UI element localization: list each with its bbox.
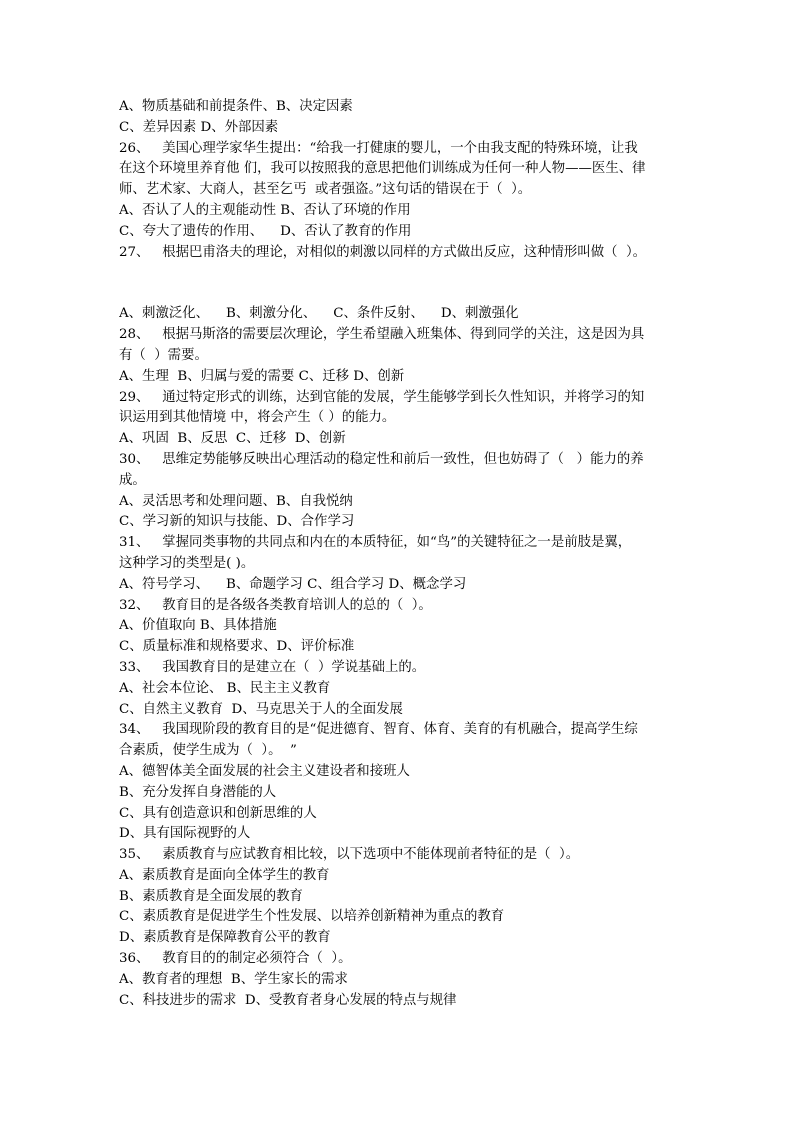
option-line: A、物质基础和前提条件、B、决定因素 [119,99,353,114]
option-line: C、自然主义教育 D、马克思关于人的全面发展 [119,701,403,717]
option-line: C、质量标准和规格要求、D、评价标准 [119,639,355,655]
option-line: A、刺激泛化、 B、刺激分化、 C、条件反射、 D、刺激强化 [119,306,519,322]
question-28-text: 28、 根据马斯洛的需要层次理论，学生希望融入班集体、得到同学的关注，这是因为具 [119,327,645,343]
question-35-text: 35、 素质教育与应试教育相比较，以下选项中不能体现前者特征的是（ ）。 [119,847,580,863]
option-line: A、符号学习、 B、命题学习 C、组合学习 D、概念学习 [119,576,467,592]
question-26-text: 在这个环境里养育他 们，我可以按照我的意思把他们训练成为任何一种人物——医生、律 [119,161,646,177]
question-30-text: 成。 [119,472,146,488]
option-line: C、夸大了遗传的作用、 D、否认了教育的作用 [119,223,412,239]
option-line: C、具有创造意识和创新思维的人 [119,805,317,821]
option-line: B、素质教育是全面发展的教育 [119,888,303,904]
option-line: C、学习新的知识与技能、D、合作学习 [119,514,355,530]
option-line: A、灵活思考和处理问题、B、自我悦纳 [119,493,353,509]
question-27-text: 27、 根据巴甫洛夫的理论，对相似的刺激以同样的方式做出反应，这种情形叫做（ ）。 [119,244,647,260]
question-34-text: 合素质，使学生成为（ ）。 ” [119,743,297,759]
question-26-text: 26、 美国心理学家华生提出：“给我一打健康的婴儿，一个由我支配的特殊环境，让我 [119,140,638,156]
option-line: C、差异因素 D、外部因素 [119,119,279,135]
option-line: C、素质教育是促进学生个性发展、以培养创新精神为重点的教育 [119,909,505,925]
question-31-text: 31、 掌握同类事物的共同点和内在的本质特征，如“鸟”的关键特征之一是前肢是翼， [119,535,632,551]
question-36-text: 36、 教育目的的制定必须符合（ ）。 [119,951,352,967]
option-line: B、充分发挥自身潜能的人 [119,784,277,800]
option-line: D、素质教育是保障教育公平的教育 [119,930,331,946]
question-32-text: 32、 教育目的是各级各类教育培训人的总的（ ）。 [119,597,432,613]
document-page [119,97,679,1011]
option-line: A、社会本位论、 B、民主主义教育 [119,680,331,696]
question-33-text: 33、 我国教育目的是建立在（ ）学说基础上的。 [119,659,426,675]
question-28-text: 有（ ）需要。 [119,347,208,363]
option-line: A、价值取向 B、具体措施 [119,618,277,634]
question-29-text: 29、 通过特定形式的训练，达到官能的发展，学生能够学到长久性知识，并将学习的知 [119,389,645,405]
option-line: C、科技进步的需求 D、受教育者身心发展的特点与规律 [119,992,457,1008]
question-29-text: 识运用到其他情境 中，将会产生（ ）的能力。 [119,410,396,426]
option-line: A、教育者的理想 B、学生家长的需求 [119,971,348,987]
option-line: D、具有国际视野的人 [119,826,251,842]
question-26-text: 师、艺术家、大商人，甚至乞丐 或者强盗。”这句话的错误在于（ ）。 [119,182,532,198]
option-line: A、素质教育是面向全体学生的教育 [119,867,330,883]
option-line: A、巩固 B、反思 C、迁移 D、创新 [119,431,346,447]
option-line: A、否认了人的主观能动性 B、否认了环境的作用 [119,202,411,218]
option-line: A、生理 B、归属与爱的需要 C、迁移 D、创新 [119,368,405,384]
question-30-text: 30、 思维定势能够反映出心理活动的稳定性和前后一致性，但也妨碍了（ ）能力的养 [119,451,644,467]
option-line: A、德智体美全面发展的社会主义建设者和接班人 [119,763,410,779]
blank-gap [119,263,679,304]
question-34-text: 34、 我国现阶段的教育目的是“促进德育、智育、体育、美育的有机融合，提高学生综 [119,722,638,738]
question-31-text: 这种学习的类型是( )。 [119,555,255,571]
